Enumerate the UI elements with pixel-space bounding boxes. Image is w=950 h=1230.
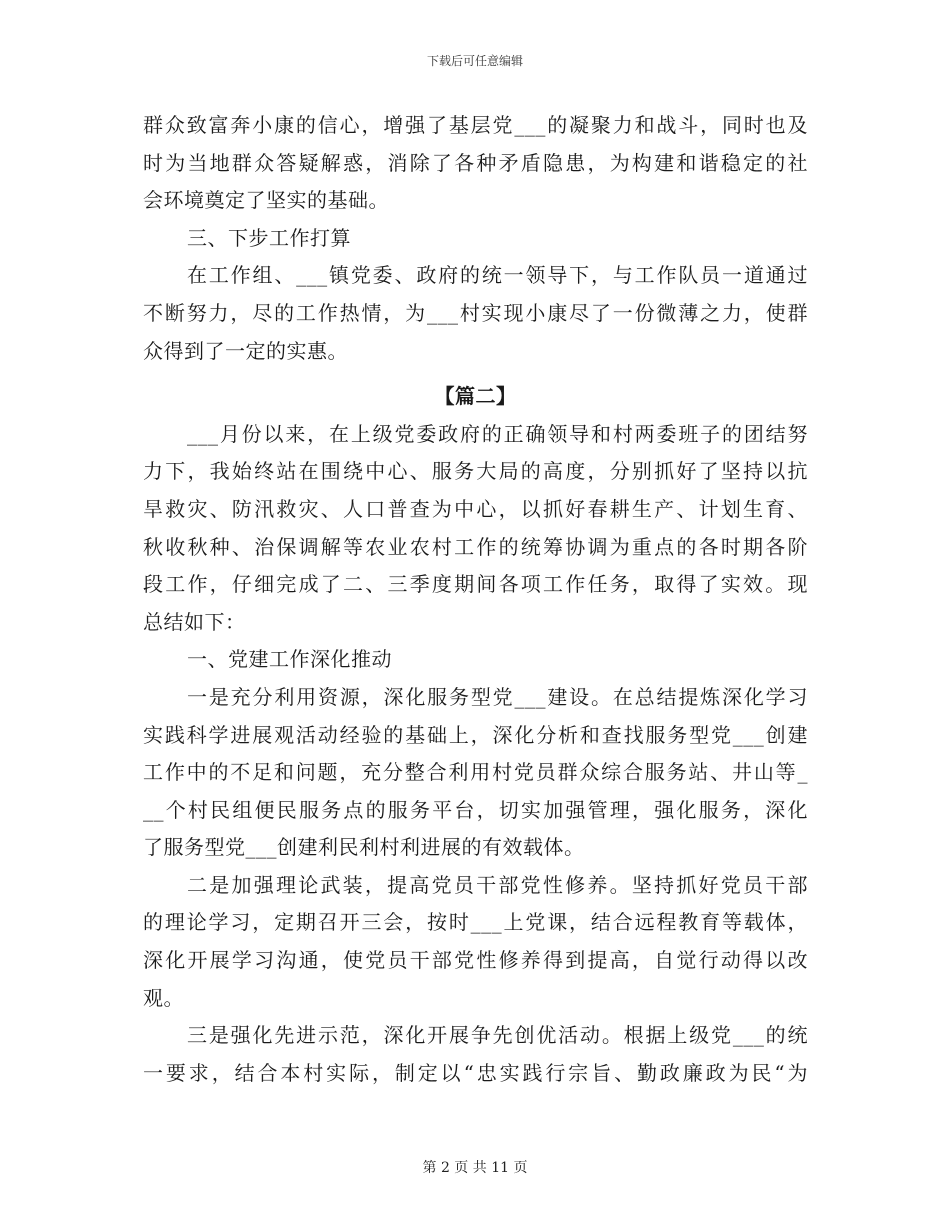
text-line: 会环境奠定了坚实的基础。: [143, 188, 389, 213]
text-line: 深化开展学习沟通，使党员干部党性修养得到提高，自觉行动得以改: [143, 948, 808, 973]
text-line: 工作中的不足和问题，充分整合利用村党员群众综合服务站、井山等_: [143, 760, 808, 785]
text-line: 旱救灾、防汛救灾、人口普查为中心，以抓好春耕生产、计划生育、: [143, 496, 808, 521]
text-line: 二是加强理论武装，提高党员干部党性修养。坚持抓好党员干部: [187, 872, 808, 897]
text-line: ___月份以来，在上级党委政府的正确领导和村两委班子的团结努: [187, 421, 808, 446]
text-line: __个村民组便民服务点的服务平台，切实加强管理，强化服务，深化: [143, 797, 808, 822]
document-body: [143, 107, 808, 1092]
chapter-title: 【篇二】: [434, 384, 517, 409]
text-line: 实践科学进展观活动经验的基础上，深化分析和查找服务型党___创建: [143, 722, 808, 747]
text-line: 力下，我始终站在围绕中心、服务大局的高度，分别抓好了坚持以抗: [143, 459, 808, 484]
page-header: 下载后可任意编辑: [426, 54, 523, 68]
text-line: 群众致富奔小康的信心，增强了基层党___的凝聚力和战斗，同时也及: [143, 113, 808, 137]
text-line: 一要求，结合本村实际，制定以“忠实践行宗旨、勤政廉政为民“为: [143, 1060, 808, 1085]
text-line: 不断努力，尽的工作热情，为___村实现小康尽了一份微薄之力，使群: [143, 300, 808, 325]
text-line: 的理论学习，定期召开三会，按时___上党课，结合远程教育等载体，: [143, 910, 808, 935]
page-footer: 第 2 页 共 11 页: [422, 1160, 528, 1176]
section-heading: 三、下步工作打算: [187, 225, 351, 250]
text-line: 一是充分利用资源，深化服务型党___建设。在总结提炼深化学习: [187, 684, 808, 709]
section-heading: 一、党建工作深化推动: [187, 647, 392, 672]
text-line: 观。: [143, 985, 184, 1010]
text-line: 了服务型党___创建利民利村利进展的有效载体。: [143, 835, 585, 860]
text-line: 众得到了一定的实惠。: [143, 338, 348, 363]
text-line: 总结如下：: [143, 609, 246, 634]
text-line: 秋收秋种、治保调解等农业农村工作的统筹协调为重点的各时期各阶: [143, 534, 808, 559]
text-line: 段工作，仔细完成了二、三季度期间各项工作任务，取得了实效。现: [143, 572, 808, 597]
text-line: 三是强化先进示范，深化开展争先创优活动。根据上级党___的统: [187, 1023, 808, 1048]
text-line: 在工作组、___镇党委、政府的统一领导下，与工作队员一道通过: [187, 263, 808, 288]
text-line: 时为当地群众答疑解惑，消除了各种矛盾隐患，为构建和谐稳定的社: [143, 150, 808, 175]
